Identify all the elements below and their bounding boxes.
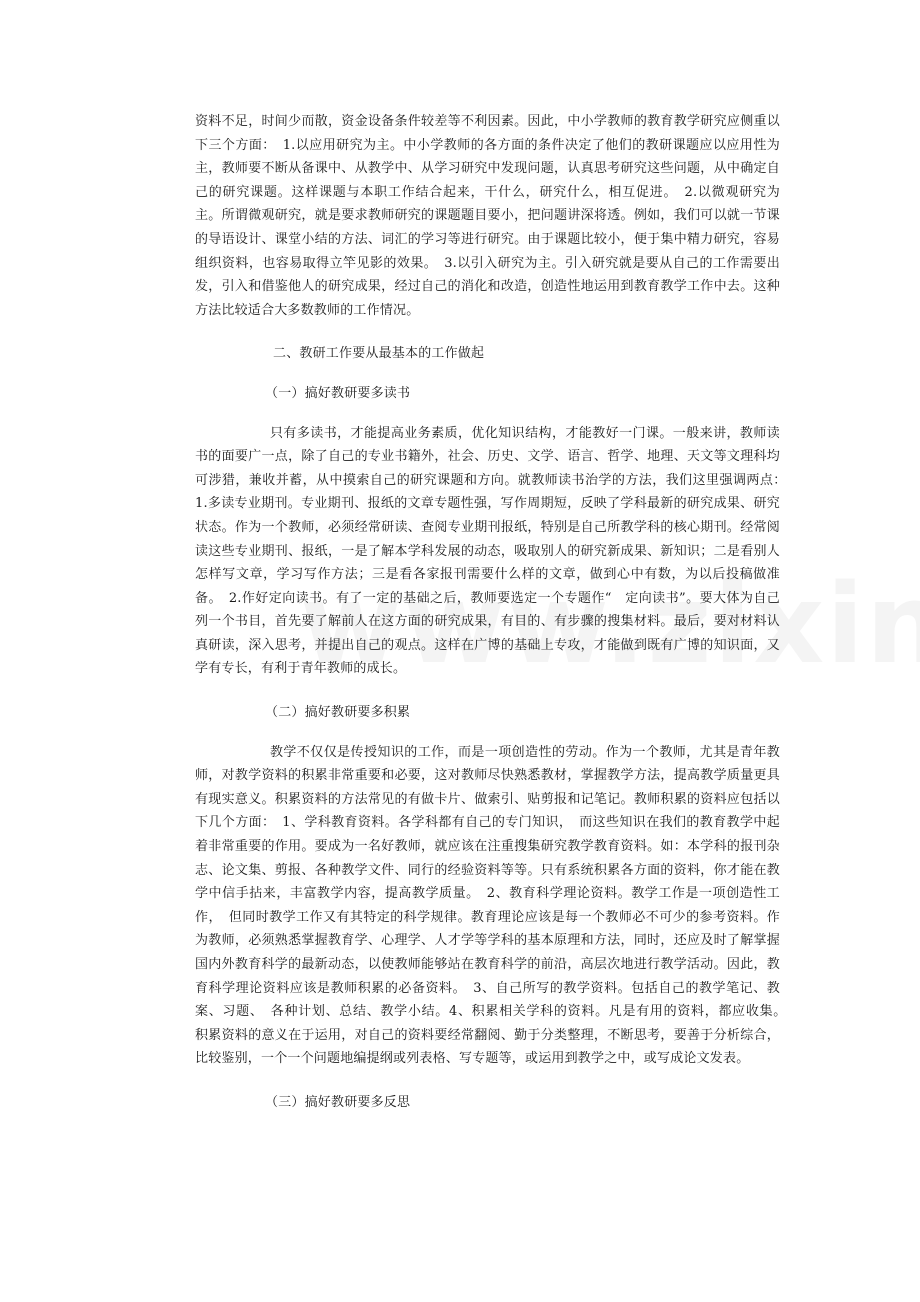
- paragraph-reading: 只有多读书，才能提高业务素质，优化知识结构，才能教好一门课。一般来讲，教师读书的面要广一点，除了自己的专业书籍外，社会、历史、文学、语言、哲学、地理、天文等文理科均可涉猎，兼收并蓄，从中摸索自己的研究课题和方向。就教师读书治学的方法，我们这里强调两点： 1.多读专业期刊。专业期刊、报纸的文章专题性强，写作周期短，反映了学科最新的研究成果、研究状态。作为一个教师，必须经常研读、查阅专业期刊报纸，特别是自己所教学科的核心期刊。经常阅读这些专业期刊、报纸，一是了解本学科发展的动态，吸取别人的研究新成果、新知识；二是看别人怎样写文章，学习写作方法；三是看各家报刊需要什么样的文章，做到心中有数，为以后投稿做准备。 2.作好定向读书。有了一定的基础之后，教师要选定一个专题作“ 定向读书”。要大体为自己列一个书目，首先要了解前人在这方面的研究成果，有目的、有步骤的搜集材料。最后，要对材料认真研读，深入思考，并提出自己的观点。这样在广博的基础上专攻，才能做到既有广博的知识面，又学有专长，有利于青年教师的成长。: [195, 425, 794, 677]
- paragraph-research-focus: 资料不足，时间少而散，资金设备条件较差等不利因素。因此，中小学教师的教育教学研究应侧重以下三个方面： 1.以应用研究为主。中小学教师的各方面的条件决定了他们的教研课题应以应用性为主，教师要不断从备课中、从教学中、从学习研究中发现问题，认真思考研究这些问题，从中确定自己的研究课题。这样课题与本职工作结合起来，干什么，研究什么，相互促进。 2.以微观研究为主。所谓微观研究，就是要求教师研究的课题题目要小，把问题讲深将透。例如，我们可以就一节课的导语设计、课堂小结的方法、词汇的学习等进行研究。由于课题比较小，便于集中精力研究，容易组织资料，也容易取得立竿见影的效果。 3.以引入研究为主。引入研究就是要从自己的工作需要出发，引入和借鉴他人的研究成果，经过自己的消化和改造，创造性地运用到教育教学工作中去。这种方法比较适合大多数教师的工作情况。: [195, 114, 780, 318]
- document-body: [195, 110, 794, 1115]
- subsection-heading-reflection: （三）搞好教研要多反思: [265, 1094, 411, 1110]
- section-heading-2: 二、教研工作要从最基本的工作做起: [273, 346, 485, 362]
- subsection-heading-accumulation: （二）搞好教研要多积累: [265, 705, 411, 721]
- subsection-heading-reading: （一）搞好教研要多读书: [265, 385, 411, 401]
- paragraph-accumulation: 教学不仅仅是传授知识的工作，而是一项创造性的劳动。作为一个教师，尤其是青年教师，对教学资料的积累非常重要和必要，这对教师尽快熟悉教材，掌握教学方法，提高教学质量更具有现实意义。积累资料的方法常见的有做卡片、做索引、贴剪报和记笔记。教师积累的资料应包括以下几个方面： 1、学科教育资料。各学科都有自己的专门知识， 而这些知识在我们的教育教学中起着非常重要的作用。要成为一名好教师，就应该在注重搜集研究教学教育资料。如：本学科的报刊杂志、论文集、剪报、各种教学文件、同行的经验资料等等。只有系统积累各方面的资料，你才能在教学中信手拈来，丰富教学内容，提高教学质量。 2、教育科学理论资料。教学工作是一项创造性工作， 但同时教学工作又有其特定的科学规律。教育理论应该是每一个教师必不可少的参考资料。作为教师，必须熟悉掌握教育学、心理学、人才学等学科的基本原理和方法，同时，还应及时了解掌握国内外教育科学的最新动态，以使教师能够站在教育科学的前沿，高层次地进行教学活动。因此，教育科学理论资料应该是教师积累的必备资料。 3、自己所写的教学资料。包括自己的教学笔记、教案、习题、 各种计划、总结、教学小结。4、积累相关学科的资料。凡是有用的资料，都应收集。 积累资料的意义在于运用，对自己的资料要经常翻阅、勤于分类整理，不断思考，要善于分析综合，比较鉴别，一个一个问题地编提纲或列表格、写专题等，或运用到教学之中，或写成论文发表。: [195, 744, 794, 1067]
